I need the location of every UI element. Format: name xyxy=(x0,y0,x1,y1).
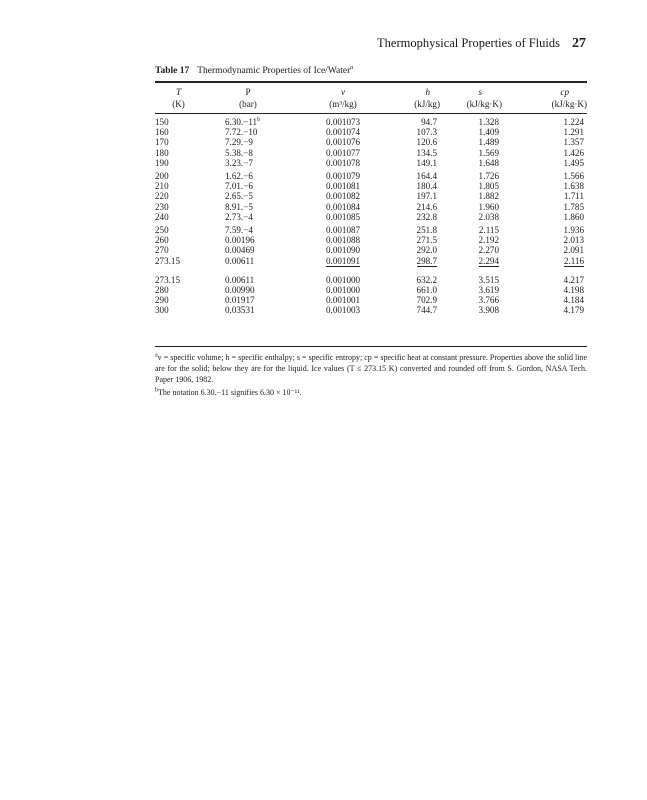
table-caption xyxy=(155,66,353,76)
cell-temperature-value: 150 xyxy=(155,117,169,127)
cell-pressure-value: 2.65.−5 xyxy=(225,191,253,202)
cell-volume xyxy=(294,127,392,137)
cell-cp-value: 1.785 xyxy=(563,201,584,212)
cell-entropy-value: 2.038 xyxy=(478,211,499,222)
cell-pressure xyxy=(202,256,294,266)
cell-enthalpy-value: 632.2 xyxy=(416,274,437,285)
col-symbol-v: v xyxy=(340,87,346,97)
cell-cp xyxy=(510,305,587,315)
cell-temperature xyxy=(155,202,202,212)
cell-enthalpy-value: 702.9 xyxy=(416,295,437,306)
cell-enthalpy-value: 120.6 xyxy=(416,137,437,148)
cell-pressure-value: 7.72.−10 xyxy=(225,127,258,138)
table-label: Table 17 xyxy=(155,66,190,76)
cell-enthalpy xyxy=(392,245,440,255)
cell-pressure xyxy=(202,212,294,222)
cell-pressure-value: 0.00196 xyxy=(225,235,255,246)
cell-pressure-value: 7.59.−4 xyxy=(225,225,253,236)
cell-pressure xyxy=(202,266,294,285)
cell-temperature xyxy=(155,148,202,158)
cell-entropy-value: 1.409 xyxy=(478,127,499,138)
cell-pressure xyxy=(202,137,294,147)
cell-cp-value: 1.357 xyxy=(563,137,584,148)
table-row xyxy=(155,117,587,127)
cell-volume-value: 0.001082 xyxy=(326,191,361,202)
cell-enthalpy xyxy=(392,285,440,295)
footnote-b-text: The notation 6.30.−11 signifies 6.30 × 10⁻¹¹. xyxy=(158,388,302,397)
col-symbol-cp: cp xyxy=(560,87,569,97)
cell-volume xyxy=(294,235,392,245)
col-unit-h: (kJ/kg) xyxy=(414,99,440,109)
cell-cp-value: 2.091 xyxy=(563,245,584,256)
cell-volume xyxy=(294,266,392,285)
footnotes xyxy=(155,352,587,400)
cell-entropy-value: 1.882 xyxy=(478,191,499,202)
cell-temperature-value: 300 xyxy=(155,305,169,316)
table-row xyxy=(155,295,587,305)
cell-volume-value: 0.001079 xyxy=(326,171,361,182)
cell-volume xyxy=(294,295,392,305)
cell-temperature xyxy=(155,191,202,201)
cell-volume xyxy=(294,285,392,295)
cell-pressure xyxy=(202,148,294,158)
cell-cp xyxy=(510,295,587,305)
cell-pressure-value: 0.03531 xyxy=(225,305,255,316)
cell-pressure-value: 8.91.−5 xyxy=(225,201,253,212)
cell-cp-value: 4.198 xyxy=(563,285,584,296)
cell-entropy xyxy=(440,148,510,158)
cell-temperature xyxy=(155,158,202,168)
cell-volume-value: 0.001085 xyxy=(326,211,361,222)
cell-temperature-value: 180 xyxy=(155,147,169,158)
cell-enthalpy xyxy=(392,148,440,158)
cell-volume-value: 0.001077 xyxy=(326,147,361,158)
cell-temperature-value: 200 xyxy=(155,171,169,182)
table-row xyxy=(155,168,587,181)
cell-volume xyxy=(294,305,392,315)
cell-entropy xyxy=(440,181,510,191)
cell-enthalpy-value: 271.5 xyxy=(416,235,437,246)
cell-enthalpy-value: 134.5 xyxy=(416,147,437,158)
cell-enthalpy xyxy=(392,168,440,181)
cell-enthalpy xyxy=(392,202,440,212)
cell-volume xyxy=(294,158,392,168)
cell-entropy xyxy=(440,117,510,127)
cell-entropy xyxy=(440,191,510,201)
col-symbol-s: s xyxy=(478,87,482,97)
footnote-a-marker: a xyxy=(155,352,158,359)
cell-volume-value: 0.001003 xyxy=(326,305,361,316)
cell-volume-value: 0.001073 xyxy=(326,117,361,127)
cell-enthalpy-value: 180.4 xyxy=(416,181,437,192)
cell-volume xyxy=(294,148,392,158)
cell-enthalpy xyxy=(392,235,440,245)
cell-pressure xyxy=(202,305,294,315)
cell-temperature-value: 240 xyxy=(155,211,169,222)
col-unit-cp: (kJ/kg·K) xyxy=(551,99,587,109)
cell-entropy xyxy=(440,137,510,147)
cell-entropy-value: 3.908 xyxy=(478,305,499,316)
cell-volume-value: 0.001074 xyxy=(326,127,361,138)
table-row xyxy=(155,158,587,168)
cell-entropy-value: 2.270 xyxy=(478,245,499,256)
col-symbol-p: P xyxy=(245,87,251,97)
cell-entropy xyxy=(440,127,510,137)
cell-pressure xyxy=(202,295,294,305)
cell-volume xyxy=(294,181,392,191)
cell-volume xyxy=(294,191,392,201)
cell-entropy-value: 3.766 xyxy=(478,295,499,306)
cell-enthalpy xyxy=(392,127,440,137)
cell-enthalpy xyxy=(392,256,440,266)
cell-cp-value: 1.638 xyxy=(563,181,584,192)
cell-cp-value: 4.179 xyxy=(563,305,584,316)
cell-volume xyxy=(294,137,392,147)
cell-entropy-value: 1.489 xyxy=(478,137,499,148)
cell-enthalpy-value: 214.6 xyxy=(416,201,437,212)
cell-entropy xyxy=(440,202,510,212)
cell-cp-value: 1.711 xyxy=(563,191,584,202)
cell-enthalpy-value: 164.4 xyxy=(416,171,437,182)
table-title: Thermodynamic Properties of Ice/Water xyxy=(197,66,351,76)
table-header xyxy=(155,86,587,110)
footnote-a xyxy=(155,352,587,385)
cell-enthalpy xyxy=(392,158,440,168)
cell-enthalpy xyxy=(392,266,440,285)
cell-cp xyxy=(510,285,587,295)
cell-enthalpy xyxy=(392,295,440,305)
cell-cp-value: 1.224 xyxy=(563,117,584,127)
cell-entropy-value: 2.115 xyxy=(478,225,499,236)
cell-pressure xyxy=(202,191,294,201)
cell-entropy-value: 2.294 xyxy=(478,255,499,266)
cell-entropy xyxy=(440,168,510,181)
cell-pressure-value: 0.00611 xyxy=(225,255,255,266)
cell-pressure xyxy=(202,222,294,235)
cell-cp xyxy=(510,222,587,235)
running-head xyxy=(150,36,586,52)
table-body xyxy=(155,117,587,316)
cell-entropy xyxy=(440,305,510,315)
cell-volume-value: 0.001091 xyxy=(326,255,361,266)
cell-enthalpy xyxy=(392,191,440,201)
cell-volume xyxy=(294,212,392,222)
cell-cp-value: 1.495 xyxy=(563,157,584,168)
cell-entropy xyxy=(440,285,510,295)
running-head-title: Thermophysical Properties of Fluids xyxy=(377,36,560,50)
cell-volume-value: 0.001087 xyxy=(326,225,361,236)
cell-entropy xyxy=(440,256,510,266)
cell-cp xyxy=(510,202,587,212)
cell-cp xyxy=(510,181,587,191)
cell-temperature-value: 270 xyxy=(155,245,169,256)
cell-cp-value: 4.217 xyxy=(563,274,584,285)
cell-pressure xyxy=(202,235,294,245)
cell-temperature xyxy=(155,168,202,181)
cell-cp-value: 1.291 xyxy=(563,127,584,138)
cell-temperature xyxy=(155,127,202,137)
cell-cp-value: 4.184 xyxy=(563,295,584,306)
cell-cp xyxy=(510,137,587,147)
cell-entropy-value: 2.192 xyxy=(478,235,499,246)
col-symbol-h: h xyxy=(425,87,430,97)
cell-entropy-value: 1.726 xyxy=(478,171,499,182)
cell-temperature xyxy=(155,266,202,285)
cell-volume-value: 0.001000 xyxy=(326,285,361,296)
table-row xyxy=(155,137,587,147)
table-row xyxy=(155,191,587,201)
cell-volume-value: 0.001081 xyxy=(326,181,361,192)
table-row xyxy=(155,256,587,266)
table-row xyxy=(155,245,587,255)
cell-temperature xyxy=(155,245,202,255)
cell-enthalpy-value: 107.3 xyxy=(416,127,437,138)
cell-cp-value: 1.936 xyxy=(563,225,584,236)
cell-enthalpy xyxy=(392,137,440,147)
header-unit-row xyxy=(155,98,587,110)
cell-pressure xyxy=(202,168,294,181)
cell-temperature xyxy=(155,212,202,222)
footnote-b-marker: b xyxy=(155,387,158,394)
cell-cp xyxy=(510,191,587,201)
cell-pressure xyxy=(202,181,294,191)
cell-enthalpy xyxy=(392,222,440,235)
cell-enthalpy-value: 94.7 xyxy=(421,117,437,127)
cell-pressure-value: 1.62.−6 xyxy=(225,171,253,182)
col-unit-v: (m³/kg) xyxy=(329,99,357,109)
cell-entropy xyxy=(440,266,510,285)
cell-enthalpy-value: 661.0 xyxy=(416,285,437,296)
table-row xyxy=(155,266,587,285)
cell-enthalpy xyxy=(392,117,440,127)
footnote-a-text: v = specific volume; h = specific enthalpy; s = specific entropy; cp = specific heat at constant pressure. Properties above the solid line are for the solid; below they are for the liquid. Ice values (T ≤ 273.15 K) converted and rounded off from S. Gordon, NASA Tech. Paper 1906, 1982. xyxy=(155,353,587,384)
cell-entropy-value: 1.569 xyxy=(478,147,499,158)
cell-enthalpy xyxy=(392,305,440,315)
cell-entropy-value: 3.619 xyxy=(478,285,499,296)
cell-entropy-value: 1.960 xyxy=(478,201,499,212)
table-row xyxy=(155,235,587,245)
pressure-note-marker: b xyxy=(257,116,261,123)
cell-entropy xyxy=(440,212,510,222)
cell-temperature-value: 220 xyxy=(155,191,169,202)
header-symbol-row xyxy=(155,86,587,98)
cell-pressure xyxy=(202,158,294,168)
table-row xyxy=(155,305,587,315)
cell-cp-value: 1.426 xyxy=(563,147,584,158)
cell-entropy xyxy=(440,222,510,235)
cell-cp xyxy=(510,235,587,245)
cell-temperature xyxy=(155,222,202,235)
table-row xyxy=(155,202,587,212)
cell-entropy-value: 1.648 xyxy=(478,157,499,168)
cell-cp-value: 2.116 xyxy=(563,255,584,266)
cell-pressure-value: 7.01.−6 xyxy=(225,181,253,192)
cell-pressure xyxy=(202,245,294,255)
cell-enthalpy-value: 251.8 xyxy=(416,225,437,236)
cell-cp xyxy=(510,117,587,127)
cell-temperature-value: 210 xyxy=(155,181,169,192)
cell-cp xyxy=(510,212,587,222)
cell-entropy xyxy=(440,245,510,255)
cell-cp-value: 1.860 xyxy=(563,211,584,222)
cell-cp xyxy=(510,256,587,266)
cell-cp-value: 1.566 xyxy=(563,171,584,182)
cell-temperature xyxy=(155,256,202,266)
cell-entropy xyxy=(440,295,510,305)
cell-temperature-value: 230 xyxy=(155,201,169,212)
cell-temperature-value: 160 xyxy=(155,127,169,138)
cell-cp xyxy=(510,266,587,285)
cell-pressure xyxy=(202,117,294,127)
cell-entropy-value: 3.515 xyxy=(478,274,499,285)
table-bottom-rule xyxy=(155,346,587,347)
cell-pressure-value: 7.29.−9 xyxy=(225,137,253,148)
cell-temperature xyxy=(155,181,202,191)
cell-pressure-value: 5.38.−8 xyxy=(225,147,253,158)
cell-enthalpy-value: 149.1 xyxy=(416,157,437,168)
table-row xyxy=(155,127,587,137)
cell-enthalpy-value: 744.7 xyxy=(416,305,437,316)
cell-temperature xyxy=(155,235,202,245)
cell-entropy xyxy=(440,235,510,245)
cell-volume xyxy=(294,202,392,212)
table-row xyxy=(155,148,587,158)
cell-pressure-value: 0.00990 xyxy=(225,285,255,296)
cell-pressure-value: 2.73.−4 xyxy=(225,211,253,222)
cell-temperature-value: 280 xyxy=(155,285,169,296)
cell-temperature-value: 170 xyxy=(155,137,169,148)
cell-pressure xyxy=(202,202,294,212)
col-unit-s: (kJ/kg·K) xyxy=(466,99,502,109)
cell-entropy-value: 1.328 xyxy=(478,117,499,127)
cell-pressure-value: 0.00611 xyxy=(225,274,255,285)
cell-volume-value: 0.001001 xyxy=(326,295,361,306)
cell-volume xyxy=(294,256,392,266)
col-unit-p: (bar) xyxy=(239,99,257,109)
cell-temperature-value: 250 xyxy=(155,225,169,236)
cell-cp xyxy=(510,158,587,168)
cell-volume-value: 0.001078 xyxy=(326,157,361,168)
cell-pressure xyxy=(202,285,294,295)
cell-temperature xyxy=(155,305,202,315)
cell-cp xyxy=(510,127,587,137)
cell-pressure-value: 0.00469 xyxy=(225,245,255,256)
cell-cp-value: 2.013 xyxy=(563,235,584,246)
col-symbol-t: T xyxy=(175,87,182,97)
cell-pressure xyxy=(202,127,294,137)
cell-temperature-value: 190 xyxy=(155,157,169,168)
cell-cp xyxy=(510,168,587,181)
table-row xyxy=(155,212,587,222)
table-title-note-marker: a xyxy=(350,64,354,71)
cell-volume xyxy=(294,168,392,181)
cell-temperature-value: 273.15 xyxy=(155,274,181,285)
cell-volume xyxy=(294,117,392,127)
cell-cp xyxy=(510,148,587,158)
table-row xyxy=(155,181,587,191)
cell-cp xyxy=(510,245,587,255)
cell-volume-value: 0.001090 xyxy=(326,245,361,256)
cell-temperature xyxy=(155,285,202,295)
cell-volume-value: 0.001084 xyxy=(326,201,361,212)
table-row xyxy=(155,285,587,295)
cell-enthalpy-value: 232.8 xyxy=(416,211,437,222)
cell-enthalpy-value: 197.1 xyxy=(416,191,437,202)
table-header-rule xyxy=(155,113,587,114)
table-top-rule xyxy=(155,81,587,83)
page-number: 27 xyxy=(572,36,586,51)
cell-pressure-value: 0.01917 xyxy=(225,295,255,306)
cell-entropy xyxy=(440,158,510,168)
cell-volume-value: 0.001088 xyxy=(326,235,361,246)
cell-pressure-value: 3.23.−7 xyxy=(225,157,253,168)
cell-enthalpy xyxy=(392,181,440,191)
cell-volume-value: 0.001000 xyxy=(326,274,361,285)
cell-volume xyxy=(294,245,392,255)
cell-temperature xyxy=(155,137,202,147)
cell-enthalpy xyxy=(392,212,440,222)
cell-temperature-value: 290 xyxy=(155,295,169,306)
table-row xyxy=(155,222,587,235)
col-unit-t: (K) xyxy=(172,99,185,109)
cell-enthalpy-value: 292.0 xyxy=(416,245,437,256)
cell-pressure-value: 6.30.−11 xyxy=(225,117,258,127)
cell-temperature-value: 273.15 xyxy=(155,255,181,266)
cell-temperature xyxy=(155,117,202,127)
cell-temperature-value: 260 xyxy=(155,235,169,246)
cell-enthalpy-value: 298.7 xyxy=(416,255,437,266)
footnote-b xyxy=(155,387,587,398)
cell-volume xyxy=(294,222,392,235)
cell-temperature xyxy=(155,295,202,305)
cell-volume-value: 0.001076 xyxy=(326,137,361,148)
cell-entropy-value: 1.805 xyxy=(478,181,499,192)
